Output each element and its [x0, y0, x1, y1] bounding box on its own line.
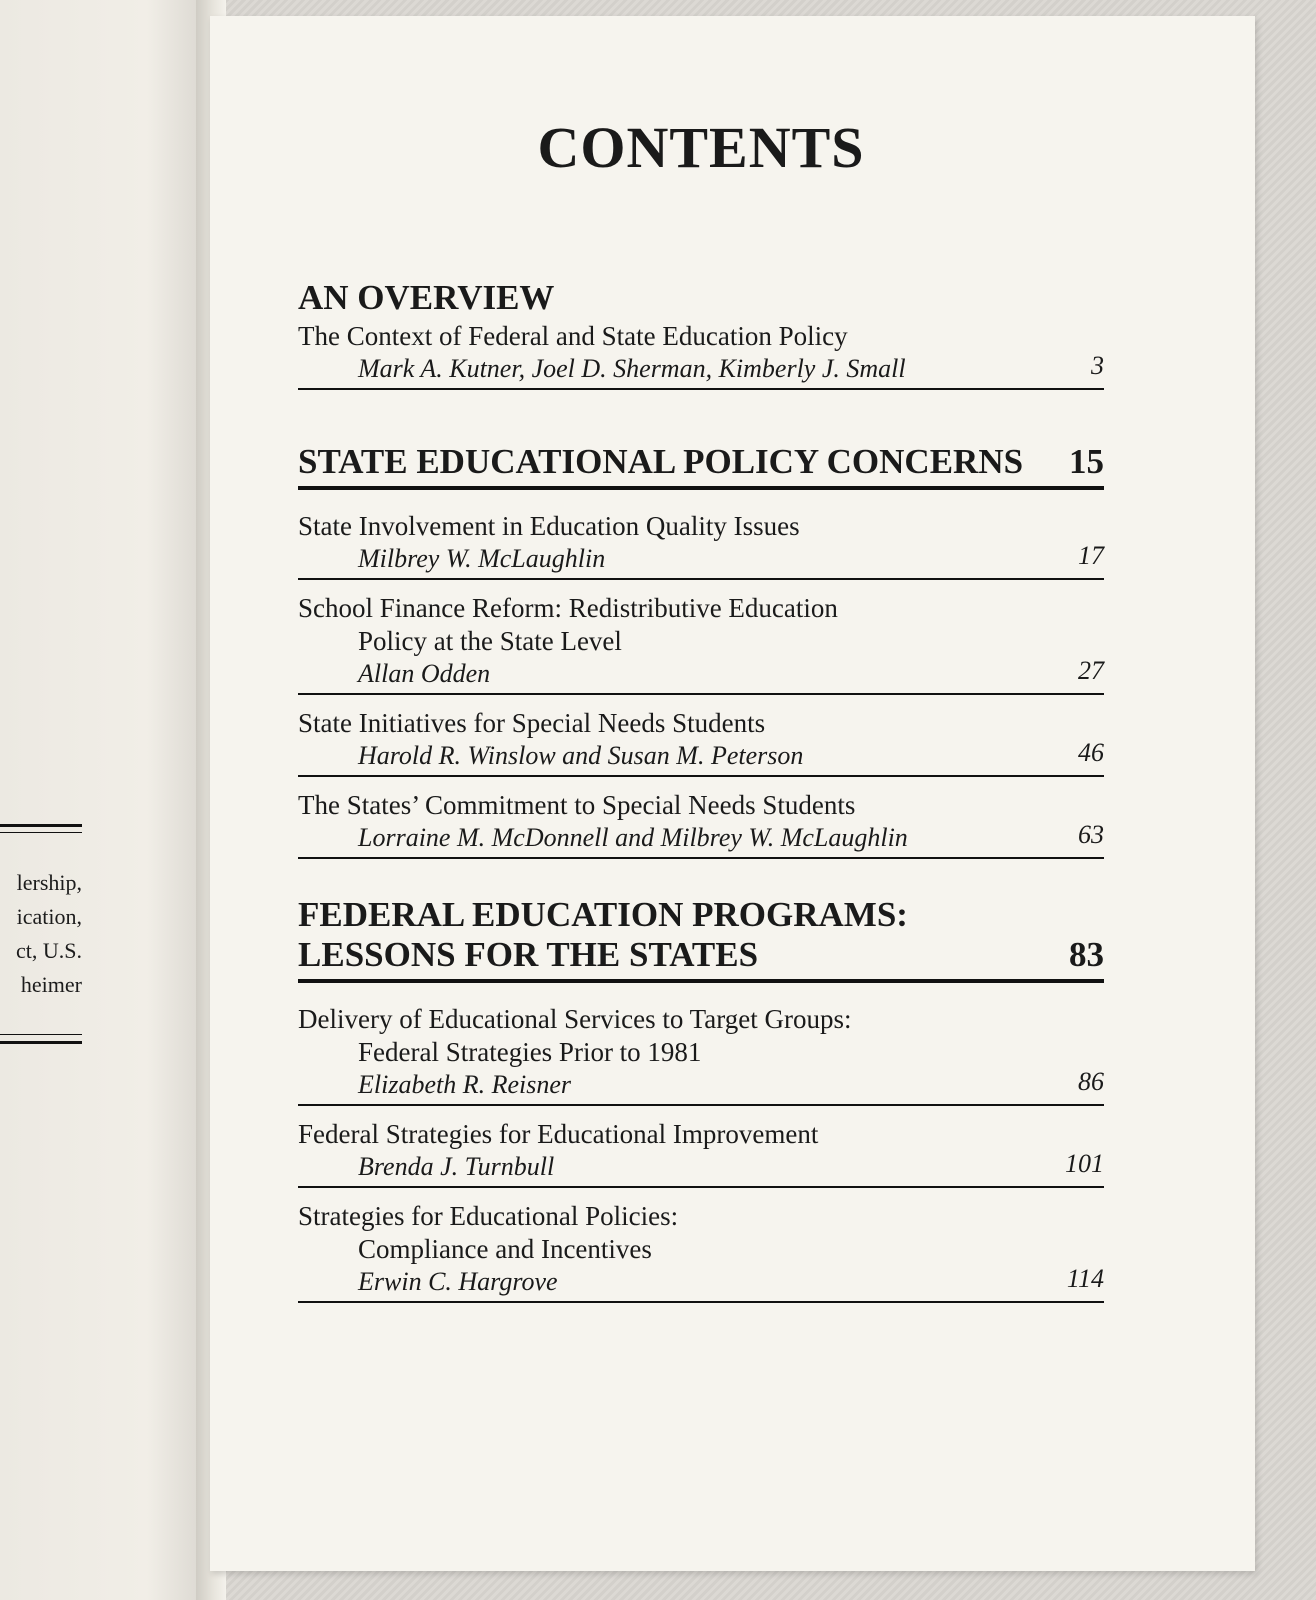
entry-title [298, 1200, 1104, 1266]
entry-title [298, 592, 1104, 658]
entry-page-number: 101 [1065, 1149, 1104, 1178]
left-rule-top [0, 824, 82, 827]
entry-title-line: State Involvement in Education Quality Issues [298, 511, 800, 541]
entry-page-number: 86 [1078, 1067, 1104, 1096]
section-page-number: 15 [1069, 442, 1104, 481]
entry-title-continuation: Federal Strategies Prior to 1981 [358, 1037, 702, 1067]
entry-title-line: The Context of Federal and State Education Policy [298, 321, 848, 351]
entry-authors: Erwin C. Hargrove [358, 1267, 558, 1296]
left-rule-bottom [0, 1041, 82, 1044]
toc-entry[interactable] [298, 318, 1104, 390]
entry-authors: Harold R. Winslow and Susan M. Peterson [358, 741, 804, 770]
left-page-text [0, 866, 82, 1002]
section-heading [298, 442, 1104, 490]
entry-title [298, 1003, 1104, 1069]
entry-page-number: 3 [1091, 351, 1104, 380]
left-rule-bottom-thin [0, 1034, 82, 1035]
toc-entry[interactable] [298, 1106, 1104, 1188]
entry-page-number: 63 [1078, 820, 1104, 849]
section-heading [298, 895, 1104, 983]
entry-page-number: 27 [1078, 656, 1104, 685]
entry-authors: Brenda J. Turnbull [358, 1152, 555, 1181]
left-page [0, 0, 210, 1600]
entry-authors: Elizabeth R. Reisner [358, 1070, 572, 1099]
section-heading-label: FEDERAL EDUCATION PROGRAMS: LESSONS FOR THE STATES [298, 895, 908, 974]
entry-page-number: 114 [1066, 1264, 1104, 1293]
entry-authors: Mark A. Kutner, Joel D. Sherman, Kimberly J. Small [358, 354, 906, 383]
entry-title-continuation: Policy at the State Level [358, 626, 622, 656]
left-text-line: heimer [20, 972, 82, 997]
table-of-contents [298, 116, 1104, 1303]
entry-title-line: Strategies for Educational Policies: [298, 1201, 679, 1231]
page-title: CONTENTS [537, 115, 865, 180]
section-heading [298, 278, 1104, 318]
left-text-line: ication, [16, 904, 82, 929]
left-text-line: ct, U.S. [16, 938, 82, 963]
left-text-line: lership, [16, 870, 82, 895]
toc-entry[interactable] [298, 695, 1104, 777]
entry-page-number: 46 [1078, 738, 1104, 767]
toc-section [298, 442, 1104, 859]
section-heading-label: AN OVERVIEW [298, 278, 555, 317]
entry-title-continuation: Compliance and Incentives [358, 1234, 652, 1264]
entry-title-line: The States’ Commitment to Special Needs Students [298, 790, 856, 820]
entry-title [298, 320, 1104, 353]
right-page [210, 16, 1255, 1571]
entry-authors: Lorraine M. McDonnell and Milbrey W. McLaughlin [358, 823, 908, 852]
toc-section [298, 278, 1104, 390]
toc-entry[interactable] [298, 1188, 1104, 1303]
entry-authors: Milbrey W. McLaughlin [358, 544, 606, 573]
entry-title [298, 707, 1104, 740]
section-page-number: 83 [1069, 935, 1104, 974]
toc-entry[interactable] [298, 580, 1104, 695]
toc-entry[interactable] [298, 777, 1104, 859]
entry-page-number: 17 [1078, 541, 1104, 570]
entry-title-line: State Initiatives for Special Needs Students [298, 708, 766, 738]
entry-title [298, 1118, 1104, 1151]
entry-title-line: Delivery of Educational Services to Target Groups: [298, 1004, 852, 1034]
toc-entry[interactable] [298, 498, 1104, 580]
left-rule-top-thin [0, 832, 82, 833]
entry-authors: Allan Odden [358, 659, 491, 688]
entry-title-line: School Finance Reform: Redistributive Education [298, 593, 838, 623]
entry-title-line: Federal Strategies for Educational Improvement [298, 1119, 819, 1149]
toc-section [298, 895, 1104, 1303]
section-heading-label: STATE EDUCATIONAL POLICY CONCERNS [298, 442, 1024, 481]
entry-title [298, 789, 1104, 822]
entry-title [298, 510, 1104, 543]
toc-entry[interactable] [298, 991, 1104, 1106]
